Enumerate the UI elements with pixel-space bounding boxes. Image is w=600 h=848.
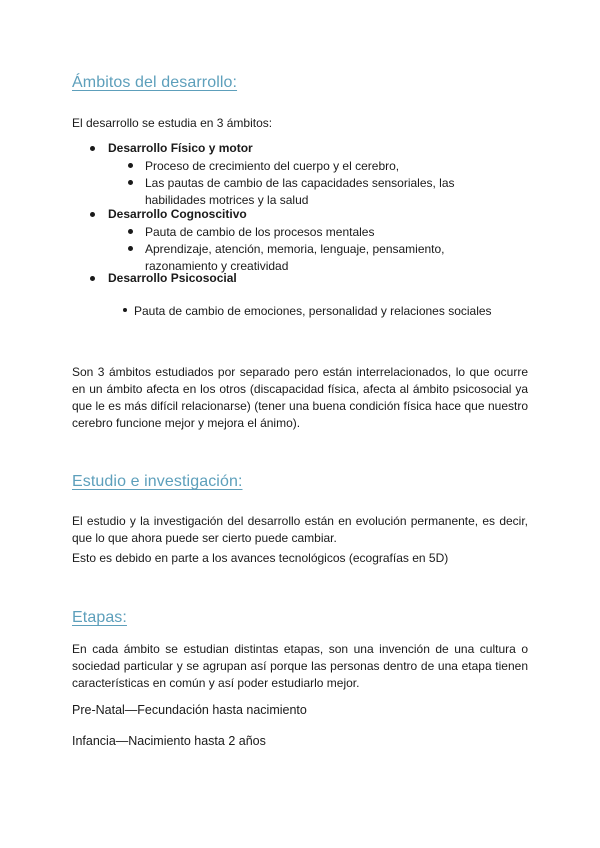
bullet-icon: [90, 212, 95, 217]
estudio-paragraph-2: Esto es debido en parte a los avances tecnológicos (ecografías en 5D): [72, 551, 449, 565]
ambitos-intro: El desarrollo se estudia en 3 ámbitos:: [72, 116, 273, 130]
ambitos-summary: Son 3 ámbitos estudiados por separado pero están interrelacionados, lo que ocurre en un ámbito afecta en los otros (discapacidad física, afecta al ámbito psicosocial ya que le es más difícil relacionarse) (tener una buena condición física hace que nuestro cerebro funcione mejor y mejora el ánimo).: [72, 365, 528, 430]
bullet-icon: [128, 246, 133, 251]
ambito-psicosocial-sub-1: Pauta de cambio de emociones, personalidad y relaciones sociales: [134, 304, 492, 318]
bullet-icon: [123, 308, 127, 312]
bullet-icon: [128, 180, 133, 185]
bullet-icon: [128, 163, 133, 168]
etapas-paragraph: En cada ámbito se estudian distintas etapas, son una invención de una cultura o sociedad particular y se agrupan así porque las personas dentro de una etapa tienen características en común y así poder estudiarlo mejor.: [72, 642, 528, 690]
bullet-icon: [90, 276, 95, 281]
heading-estudio: Estudio e investigación:: [72, 473, 243, 490]
ambito-fisico-sub-1: Proceso de crecimiento del cuerpo y el cerebro,: [145, 159, 400, 173]
ambito-cognoscitivo-label: Desarrollo Cognoscitivo: [108, 207, 247, 221]
heading-etapas: Etapas:: [72, 609, 127, 626]
ambito-fisico-label: Desarrollo Físico y motor: [108, 141, 253, 155]
etapa-infancia: Infancia—Nacimiento hasta 2 años: [72, 734, 266, 748]
ambito-fisico-sub-2: Las pautas de cambio de las capacidades sensoriales, las habilidades motrices y la salud: [145, 176, 455, 207]
ambito-psicosocial-label: Desarrollo Psicosocial: [108, 271, 237, 285]
bullet-icon: [128, 229, 133, 234]
etapa-prenatal: Pre-Natal—Fecundación hasta nacimiento: [72, 703, 307, 717]
ambito-cognoscitivo-sub-2: Aprendizaje, atención, memoria, lenguaje, pensamiento, razonamiento y creatividad: [145, 242, 445, 273]
bullet-icon: [90, 146, 95, 151]
heading-ambitos: Ámbitos del desarrollo:: [72, 74, 238, 91]
estudio-paragraph-1: El estudio y la investigación del desarrollo están en evolución permanente, es decir, que lo que ahora puede ser cierto puede cambiar.: [72, 514, 528, 545]
ambito-cognoscitivo-sub-1: Pauta de cambio de los procesos mentales: [145, 225, 375, 239]
